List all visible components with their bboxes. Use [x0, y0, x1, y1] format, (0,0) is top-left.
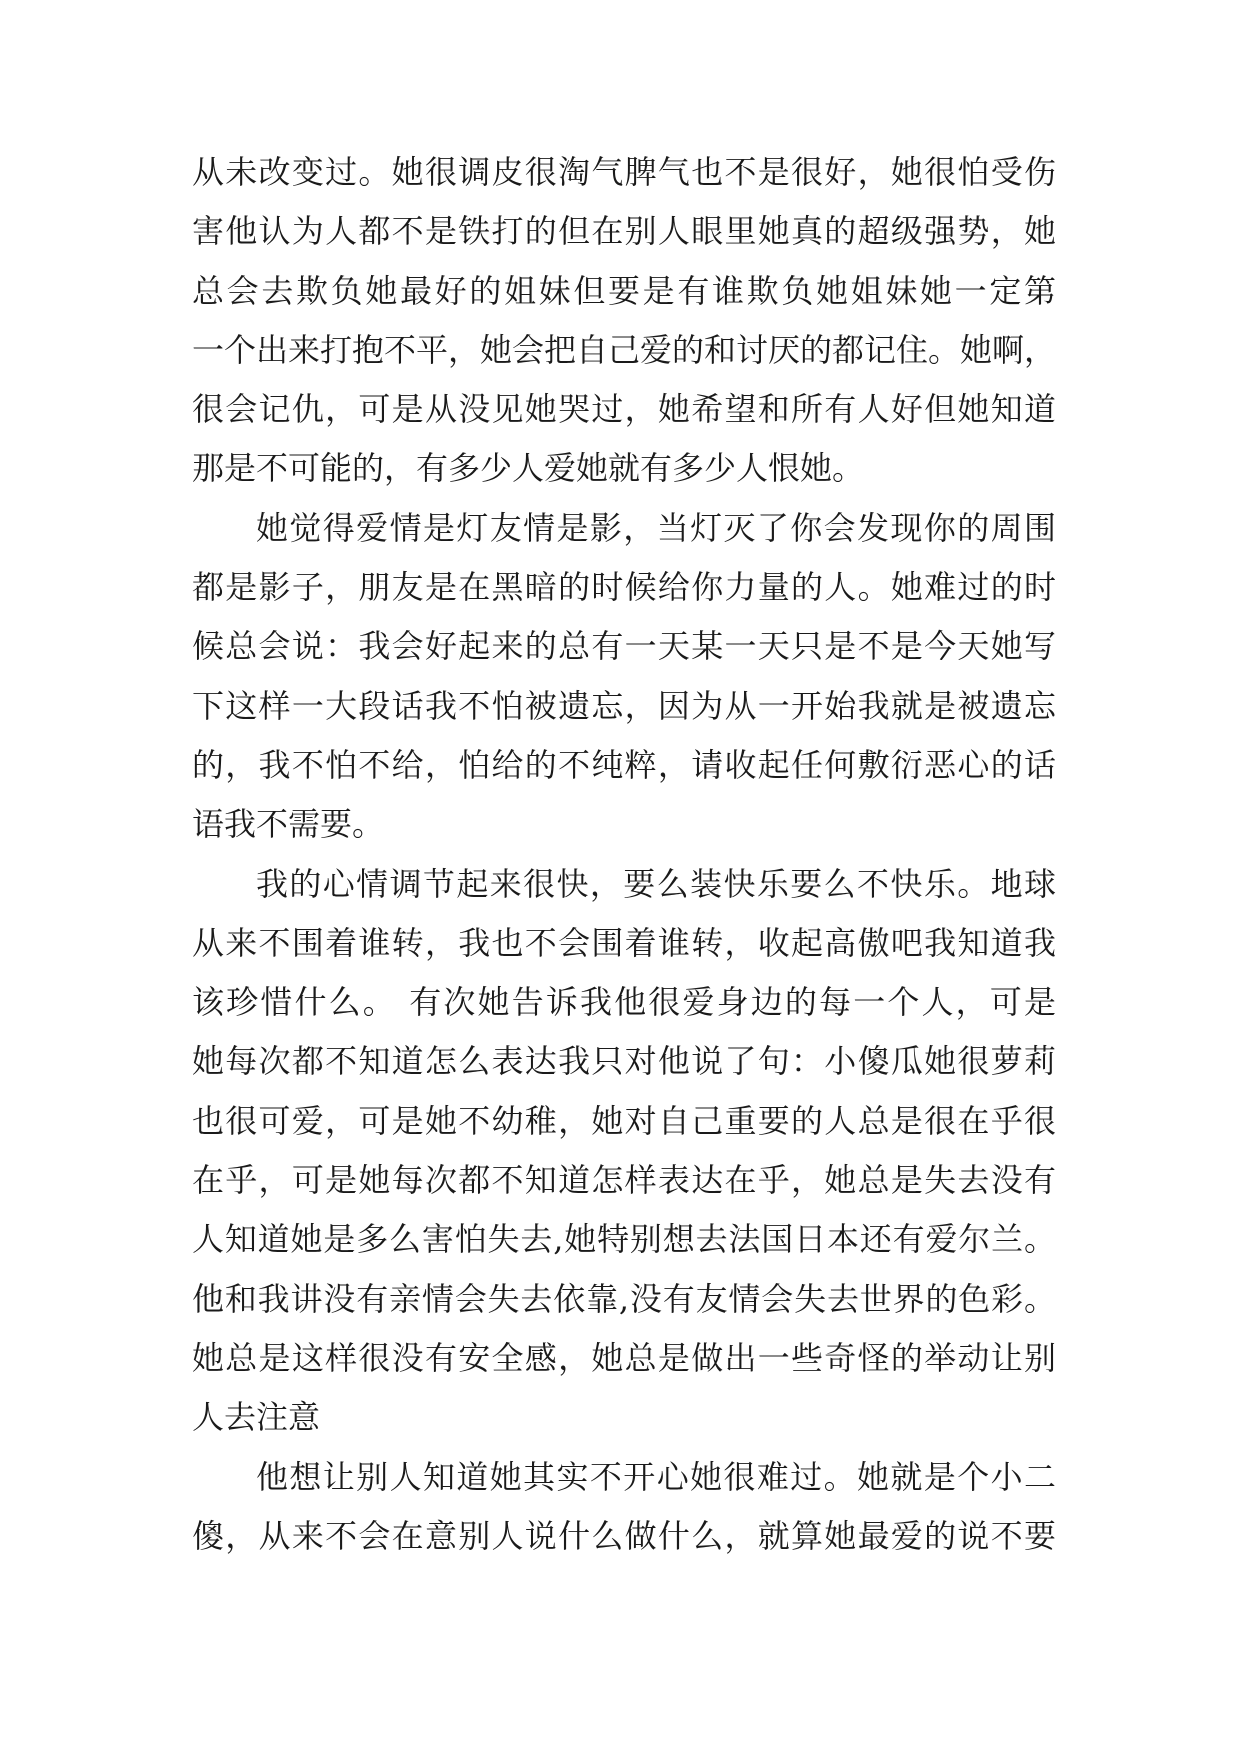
- text-line: 总会去欺负她最好的姐妹但要是有谁欺负她姐妹她一定第: [192, 271, 1056, 310]
- paragraph-first-line: 我的心情调节起来很快，要么装快乐要么不快乐。地球: [256, 864, 1056, 903]
- text-line: 该珍惜什么。 有次她告诉我他很爱身边的每一个人，可是: [192, 983, 1056, 1022]
- text-line: 语我不需要。: [192, 805, 385, 844]
- text-line: 她总是这样很没有安全感，她总是做出一些奇怪的举动让别: [192, 1338, 1056, 1377]
- body-text: [192, 143, 1056, 1566]
- text-line: 他和我讲没有亲情会失去依靠,没有友情会失去世界的色彩。: [192, 1279, 1056, 1318]
- text-line: 傻，从来不会在意别人说什么做什么，就算她最爱的说不要: [192, 1516, 1056, 1555]
- text-line: 那是不可能的，有多少人爱她就有多少人恨她。: [192, 449, 865, 488]
- text-line: 从来不围着谁转，我也不会围着谁转，收起高傲吧我知道我: [192, 923, 1056, 962]
- text-line: 很会记仇，可是从没见她哭过，她希望和所有人好但她知道: [192, 390, 1056, 429]
- text-line: 害他认为人都不是铁打的但在别人眼里她真的超级强势，她: [192, 212, 1056, 251]
- text-line: 候总会说：我会好起来的总有一天某一天只是不是今天她写: [192, 627, 1056, 666]
- paragraph-first-line: 他想让别人知道她其实不开心她很难过。她就是个小二: [256, 1457, 1056, 1496]
- text-line: 人知道她是多么害怕失去,她特别想去法国日本还有爱尔兰。: [192, 1220, 1056, 1259]
- text-line: 人去注意: [192, 1398, 321, 1437]
- text-line: 在乎，可是她每次都不知道怎样表达在乎，她总是失去没有: [192, 1161, 1056, 1200]
- text-line: 从未改变过。她很调皮很淘气脾气也不是很好，她很怕受伤: [192, 153, 1056, 191]
- text-line: 也很可爱，可是她不幼稚，她对自己重要的人总是很在乎很: [192, 1101, 1056, 1140]
- paragraph-first-line: 她觉得爱情是灯友情是影，当灯灭了你会发现你的周围: [256, 508, 1056, 547]
- text-line: 一个出来打抱不平，她会把自己爱的和讨厌的都记住。她啊，: [192, 330, 1057, 369]
- text-line: 都是影子，朋友是在黑暗的时候给你力量的人。她难过的时: [192, 568, 1056, 607]
- text-line: 的，我不怕不给，怕给的不纯粹，请收起任何敷衍恶心的话: [192, 745, 1056, 784]
- text-line: 下这样一大段话我不怕被遗忘，因为从一开始我就是被遗忘: [192, 686, 1056, 725]
- text-line: 她每次都不知道怎么表达我只对他说了句：小傻瓜她很萝莉: [192, 1042, 1056, 1081]
